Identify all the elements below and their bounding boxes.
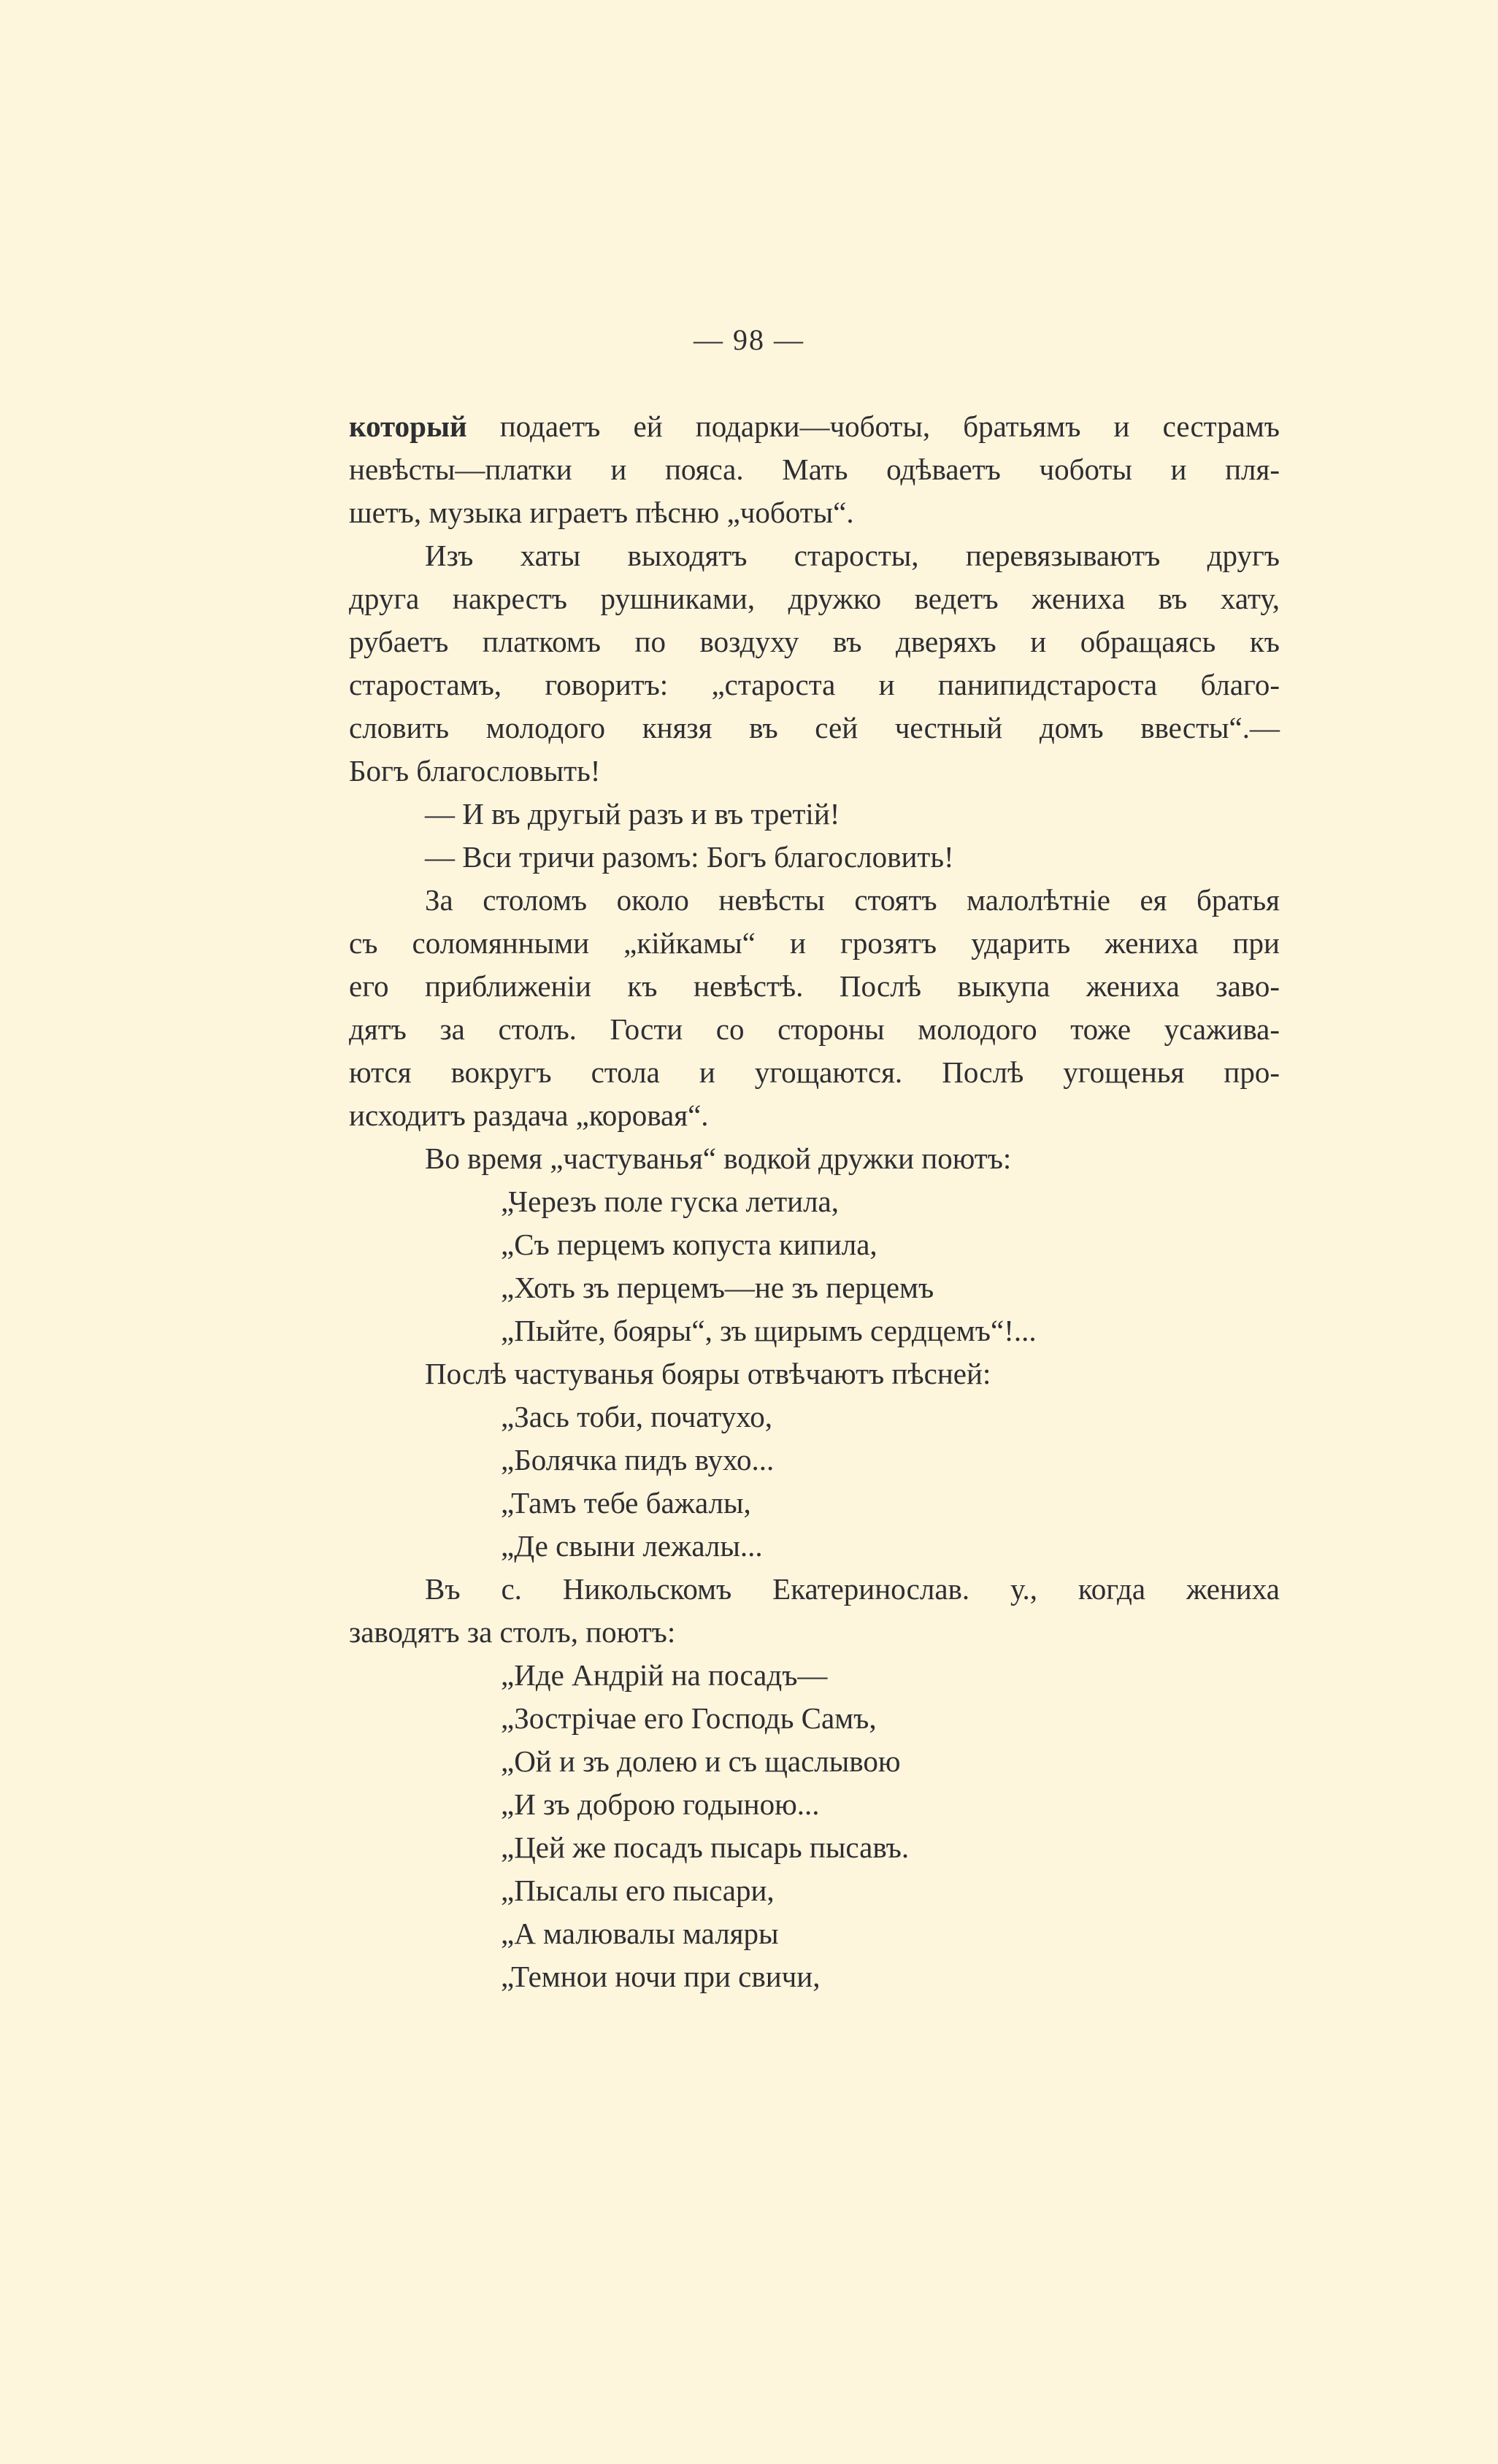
- verse-line: „Черезъ поле гуска летила,: [501, 1185, 839, 1218]
- verse-line: „Темнои ночи при свичи,: [501, 1960, 821, 1993]
- paragraph-start-line: За столомъ около невѣсты стоятъ малолѣтніе ея братья: [425, 883, 1280, 917]
- verse-line: „Пысалы его пысари,: [501, 1874, 775, 1907]
- verse-line: „Съ перцемъ копуста кипила,: [501, 1228, 877, 1261]
- body-text: [349, 405, 1280, 1998]
- paragraph-start-line: Въ с. Никольскомъ Екатеринослав. у., когда жениха: [425, 1572, 1280, 1606]
- bold-lead-word: который: [349, 409, 467, 443]
- verse-line: „Ой и зъ долею и съ щаслывою: [501, 1744, 901, 1778]
- text-line: ются вокругъ стола и угощаются. Послѣ угощенья про-: [349, 1055, 1280, 1089]
- text-line: друга накрестъ рушниками, дружко ведетъ жениха въ хату,: [349, 582, 1280, 615]
- text-line: невѣсты—платки и пояса. Мать одѣваетъ чоботы и пля-: [349, 453, 1280, 486]
- verse-line: „Пыйте, бояры“, зъ щирымъ сердцемъ“!...: [501, 1314, 1037, 1347]
- verse-line: „Иде Андрій на посадъ—: [501, 1658, 828, 1692]
- page-number: — 98 —: [694, 323, 804, 356]
- text-line: его приближеніи къ невѣстѣ. Послѣ выкупа жениха заво-: [349, 969, 1280, 1003]
- text-line-body: подаетъ ей подарки—чоботы, братьямъ и сестрамъ: [499, 409, 1280, 443]
- text-line: исходитъ раздача „коровая“.: [349, 1098, 709, 1132]
- verse-line: „Болячка пидъ вухо...: [501, 1443, 775, 1477]
- text-line: Богъ благословыть!: [349, 754, 601, 788]
- verse-line: „Зострічае его Господь Самъ,: [501, 1701, 877, 1735]
- verse-line: „Цей же посадъ пысарь пысавъ.: [501, 1830, 910, 1864]
- verse-line: „Хоть зъ перцемъ—не зъ перцемъ: [501, 1271, 934, 1304]
- text-line: старостамъ, говоритъ: „староста и панипидстароста благо-: [349, 668, 1280, 701]
- paragraph-start-line: Во время „частуванья“ водкой дружки поютъ:: [425, 1141, 1012, 1175]
- verse-line: „И зъ доброю годыною...: [501, 1787, 820, 1821]
- verse-line: „Тамъ тебе бажалы,: [501, 1486, 751, 1520]
- dialogue-line: — Вси тричи разомъ: Богъ благословить!: [425, 840, 954, 874]
- dialogue-line: — И въ другый разъ и въ третій!: [425, 797, 840, 831]
- text-line: дятъ за столъ. Гости со стороны молодого тоже усажива-: [349, 1012, 1280, 1046]
- verse-line: „Зась тоби, початухо,: [501, 1400, 772, 1433]
- text-line: шетъ, музыка играетъ пѣсню „чоботы“.: [349, 496, 854, 529]
- verse-line: „Де свыни лежалы...: [501, 1529, 763, 1563]
- text-line: [349, 405, 1280, 448]
- paragraph-start-line: Изъ хаты выходятъ старосты, перевязываютъ другъ: [425, 539, 1280, 572]
- text-line: словить молодого князя въ сей честный домъ ввесты“.—: [349, 711, 1280, 744]
- text-line: заводятъ за столъ, поютъ:: [349, 1615, 676, 1649]
- verse-line: „А малювалы маляры: [501, 1917, 779, 1950]
- text-line: рубаетъ платкомъ по воздуху въ дверяхъ и обращаясь къ: [349, 625, 1280, 658]
- text-line: съ соломянными „кійкамы“ и грозятъ ударить жениха при: [349, 926, 1280, 960]
- paragraph-start-line: Послѣ частуванья бояры отвѣчаютъ пѣсней:: [425, 1357, 991, 1390]
